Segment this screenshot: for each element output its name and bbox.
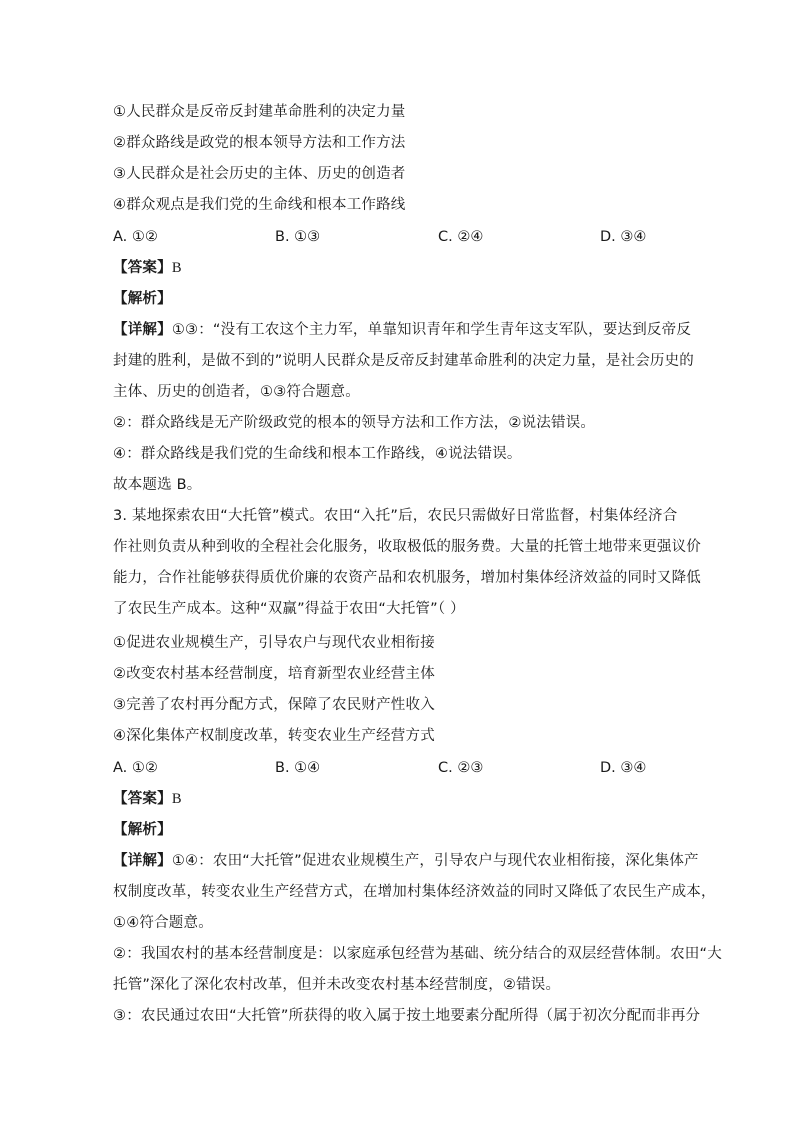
q2-conclusion: 故本题选 B。 — [113, 477, 202, 493]
q2-detail-text-1: ①③：“没有工农这个主力军，单靠知识青年和学生青年这支军队，要达到反帝反 — [171, 322, 692, 338]
q2-detail-line-5: ④：群众路线是我们党的生命线和根本工作路线，④说法错误。 — [113, 446, 522, 462]
q3-stem-line-1: 3. 某地探索农田“大托管”模式。农田“入托”后，农民只需做好日常监督，村集体经济合 — [113, 508, 678, 524]
q2-answer-value: B — [171, 260, 182, 276]
q3-detail-line-1 — [113, 851, 699, 871]
q3-answer — [113, 789, 182, 809]
q3-answer-value: B — [171, 791, 182, 807]
q3-option-a: A. ①② — [113, 760, 158, 776]
q3-option-d: D. ③④ — [600, 760, 647, 776]
q2-detail-line-2: 封建的胜利，是做不到的”说明人民群众是反帝反封建革命胜利的决定力量，是社会历史的 — [113, 353, 695, 369]
q2-option-b: B. ①③ — [275, 229, 321, 245]
q2-option-a: A. ①② — [113, 229, 158, 245]
q2-detail-line-3: 主体、历史的创造者，①③符合题意。 — [113, 384, 360, 400]
q3-item-2: ②改变农村基本经营制度，培育新型农业经营主体 — [113, 666, 435, 682]
q2-item-3: ③人民群众是社会历史的主体、历史的创造者 — [113, 166, 406, 182]
q3-option-c: C. ②③ — [438, 760, 484, 776]
q2-item-1: ①人民群众是反帝反封建革命胜利的决定力量 — [113, 104, 406, 120]
q3-detail-line-2: 权制度改革，转变农业生产经营方式，在增加村集体经济效益的同时又降低了农民生产成本， — [113, 884, 716, 900]
q2-analysis-label: 【解析】 — [113, 291, 172, 307]
q2-option-c: C. ②④ — [438, 229, 484, 245]
q3-item-1: ①促进农业规模生产，引导农户与现代农业相衔接 — [113, 635, 435, 651]
q3-analysis-label: 【解析】 — [113, 822, 172, 838]
q3-detail-line-4: ②：我国农村的基本经营制度是：以家庭承包经营为基础、统分结合的双层经营体制。农田“大 — [113, 946, 722, 962]
q2-detail-line-4: ②：群众路线是无产阶级政党的根本的领导方法和工作方法，②说法错误。 — [113, 415, 596, 431]
q3-stem-line-2: 作社则负责从种到收的全程社会化服务，收取极低的服务费。大量的托管土地带来更强议价 — [113, 539, 701, 555]
q3-detail-line-5: 托管”深化了深化农村改革，但并未改变农村基本经营制度，②错误。 — [113, 977, 561, 993]
q3-stem-line-3: 能力，合作社能够获得质优价廉的农资产品和农机服务，增加村集体经济效益的同时又降低 — [113, 570, 701, 586]
q3-detail-label: 【详解】 — [113, 853, 172, 869]
q3-answer-label: 【答案】 — [113, 791, 172, 807]
q2-detail-line-1 — [113, 320, 691, 340]
q3-stem-line-4: 了农民生产成本。这种“双赢”得益于农田“大托管”（ ） — [113, 601, 465, 617]
q2-item-2: ②群众路线是政党的根本领导方法和工作方法 — [113, 135, 406, 151]
q2-analysis-heading — [113, 289, 172, 309]
q3-analysis-heading — [113, 820, 172, 840]
q2-detail-label: 【详解】 — [113, 322, 172, 338]
q2-answer — [113, 258, 182, 278]
q3-item-4: ④深化集体产权制度改革，转变农业生产经营方式 — [113, 728, 435, 744]
q3-item-3: ③完善了农村再分配方式，保障了农民财产性收入 — [113, 697, 435, 713]
q3-detail-line-6: ③：农民通过农田“大托管”所获得的收入属于按土地要素分配所得（属于初次分配而非再分 — [113, 1008, 701, 1024]
q2-item-4: ④群众观点是我们党的生命线和根本工作路线 — [113, 197, 406, 213]
q3-option-b: B. ①④ — [275, 760, 321, 776]
q2-answer-label: 【答案】 — [113, 260, 172, 276]
q2-option-d: D. ③④ — [600, 229, 647, 245]
q3-detail-line-3: ①④符合题意。 — [113, 915, 213, 931]
q3-detail-text-1: ①④：农田“大托管”促进农业规模生产，引导农户与现代农业相衔接，深化集体产 — [171, 853, 699, 869]
